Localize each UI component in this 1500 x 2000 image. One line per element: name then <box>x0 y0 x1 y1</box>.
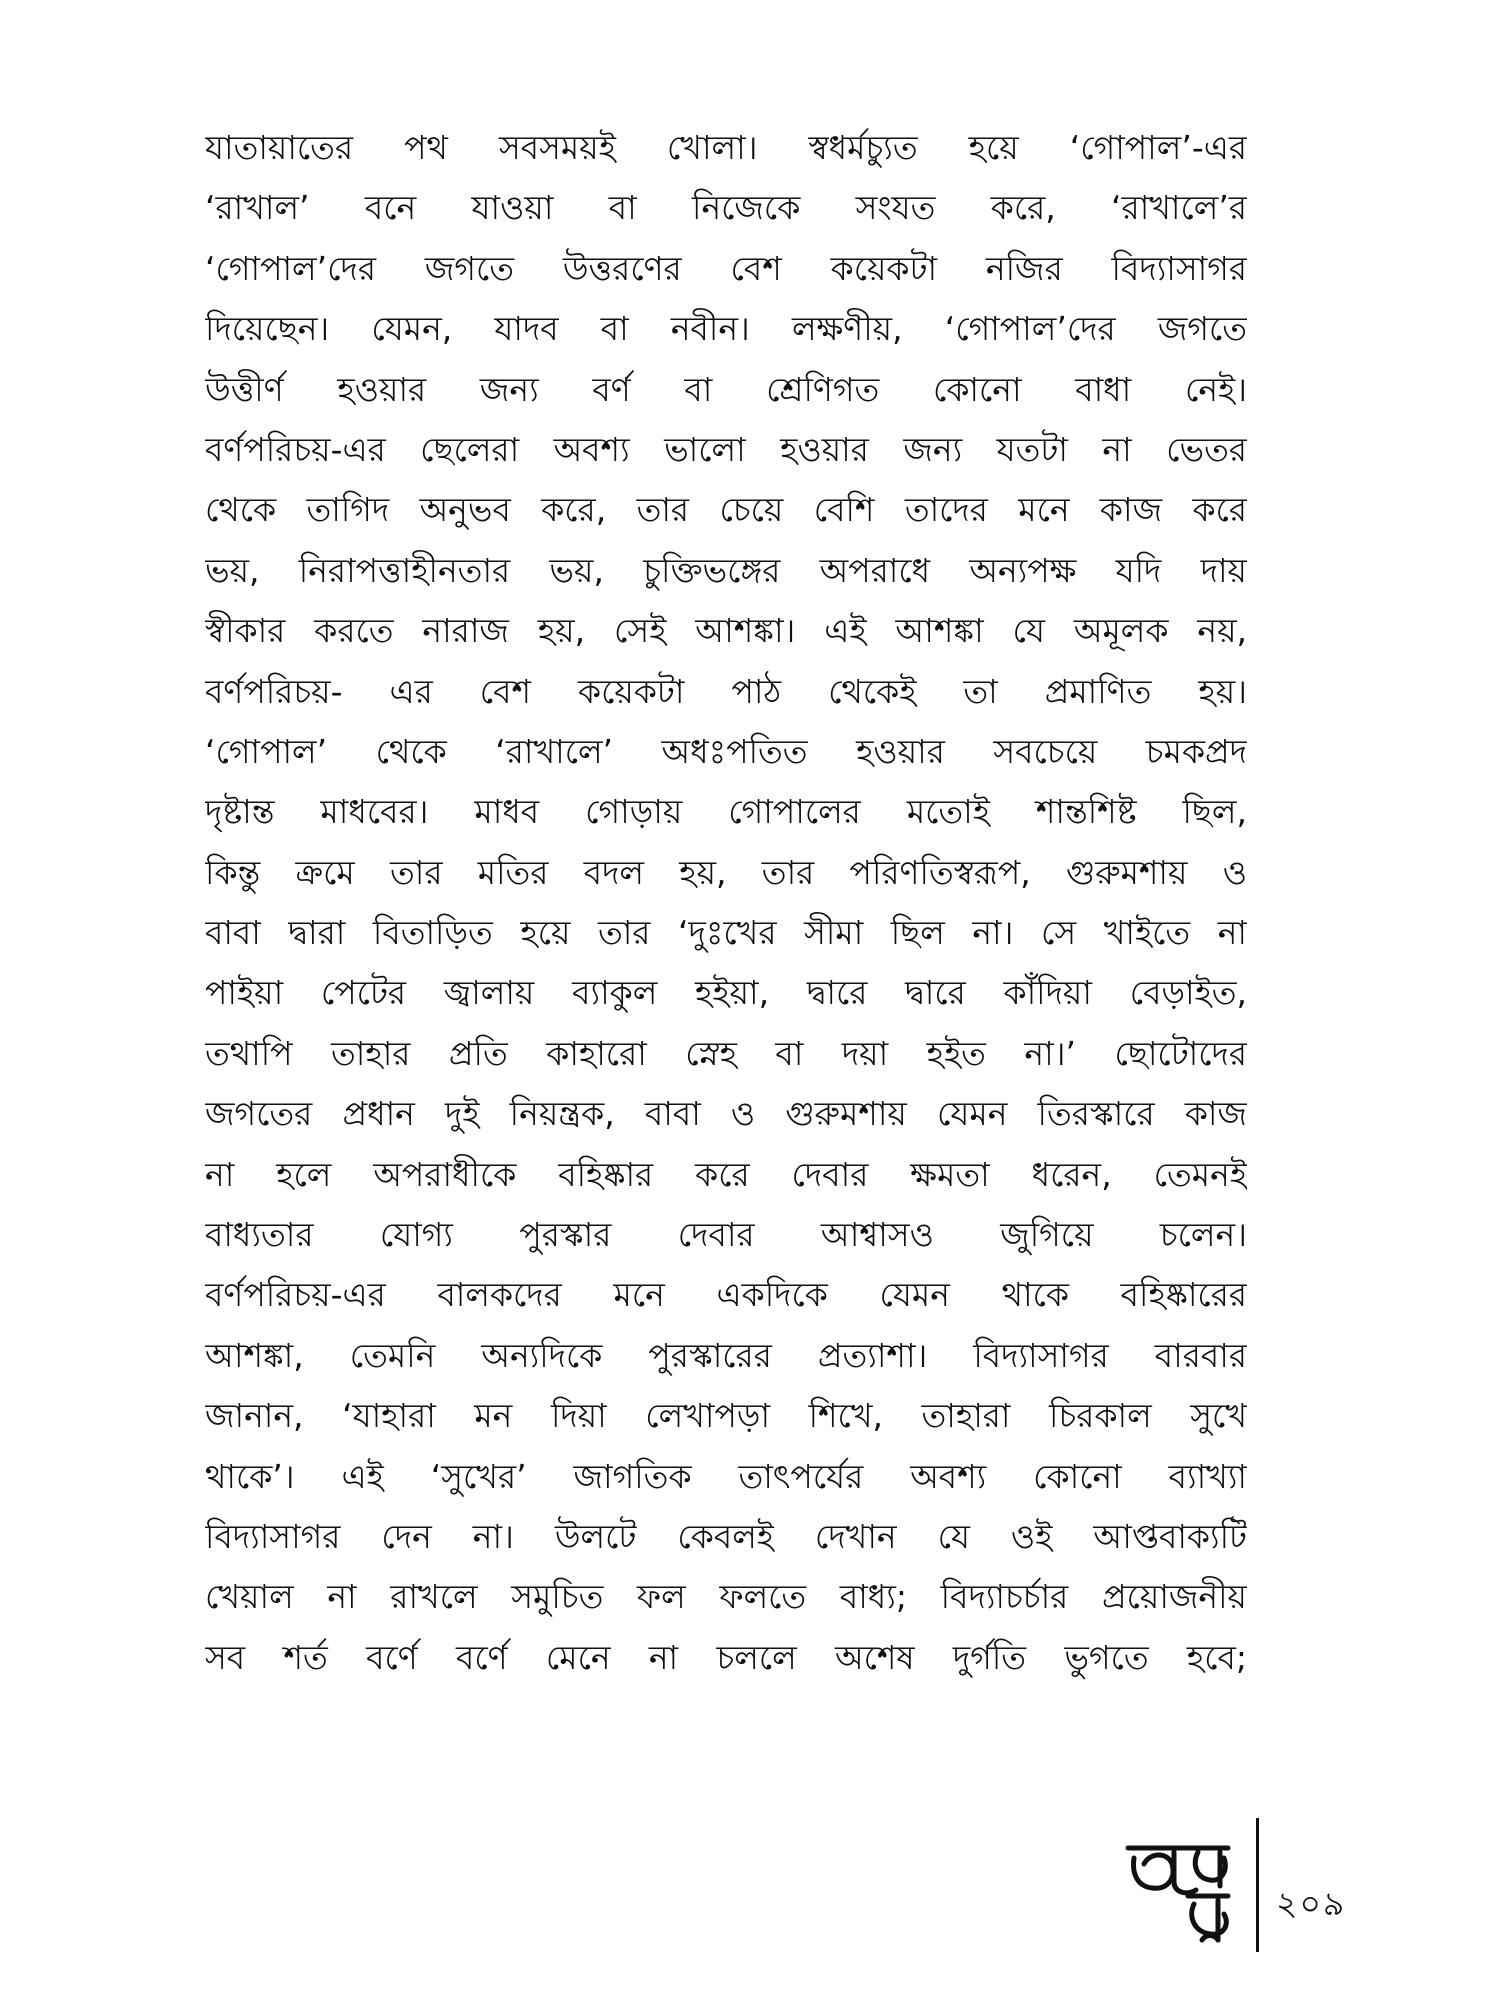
text-line: বাধ্যতার যোগ্য পুরস্কার দেবার আশ্বাসও জুগিয়ে চলেন। <box>205 1215 1247 1255</box>
text-line: যাতায়াতের পথ সবসময়ই খোলা। স্বধর্মচ্যুত হয়ে ‘গোপাল’-এর <box>205 128 1247 167</box>
text-line: দিয়েছেন। যেমন, যাদব বা নবীন। লক্ষণীয়, ‘গোপাল’দের জগতে <box>205 309 1247 349</box>
text-line: উত্তীর্ণ হওয়ার জন্য বর্ণ বা শ্রেণিগত কোনো বাধা নেই। <box>205 369 1247 409</box>
text-line: ‘গোপাল’ থেকে ‘রাখালে’ অধঃপতিত হওয়ার সবচেয়ে চমকপ্রদ <box>205 731 1247 771</box>
text-line: বর্ণপরিচয়-এর বালকদের মনে একদিকে যেমন থাকে বহিষ্কারের <box>205 1275 1247 1315</box>
text-line: থাকে’। এই ‘সুখের’ জাগতিক তাৎপর্যের অবশ্য কোনো ব্যাখ্যা <box>205 1456 1247 1496</box>
text-line: বর্ণপরিচয়- এর বেশ কয়েকটা পাঠ থেকেই তা প্রমাণিত হয়। <box>205 671 1247 711</box>
text-line: জানান, ‘যাহারা মন দিয়া লেখাপড়া শিখে, তাহারা চিরকাল সুখে <box>205 1396 1247 1436</box>
text-line: তথাপি তাহার প্রতি কাহারো স্নেহ বা দয়া হইত না।’ ছোটোদের <box>205 1033 1247 1073</box>
text-line: ‘গোপাল’দের জগতে উত্তরণের বেশ কয়েকটা নজির বিদ্যাসাগর <box>205 248 1247 288</box>
text-line: সব শর্ত বর্ণে বর্ণে মেনে না চললে অশেষ দুর্গতি ভুগতে হবে; <box>205 1637 1247 1677</box>
footer-divider <box>1256 1818 1259 1952</box>
text-line: খেয়াল না রাখলে সমুচিত ফল ফলতে বাধ্য; বিদ্যাচর্চার প্রয়োজনীয় <box>205 1577 1247 1617</box>
text-line: আশঙ্কা, তেমনি অন্যদিকে পুরস্কারের প্রত্যাশা। বিদ্যাসাগর বারবার <box>205 1335 1247 1375</box>
text-line: দৃষ্টান্ত মাধবের। মাধব গোড়ায় গোপালের মতোই শান্তশিষ্ট ছিল, <box>205 792 1247 832</box>
publisher-logo <box>1118 1830 1238 1950</box>
text-line: ‘রাখাল’ বনে যাওয়া বা নিজেকে সংযত করে, ‘রাখালে’র <box>205 188 1247 228</box>
text-line: থেকে তাগিদ অনুভব করে, তার চেয়ে বেশি তাদের মনে কাজ করে <box>205 490 1247 530</box>
text-line: ভয়, নিরাপত্তাহীনতার ভয়, চুক্তিভঙ্গের অপরাধে অন্যপক্ষ যদি দায় <box>205 550 1247 590</box>
text-line: স্বীকার করতে নারাজ হয়, সেই আশঙ্কা। এই আশঙ্কা যে অমূলক নয়, <box>205 611 1247 651</box>
text-line: বিদ্যাসাগর দেন না। উলটে কেবলই দেখান যে ওই আপ্তবাক্যটি <box>205 1516 1247 1556</box>
text-line: কিন্তু ক্রমে তার মতির বদল হয়, তার পরিণতিস্বরূপ, গুরুমশায় ও <box>205 852 1247 892</box>
text-line: বাবা দ্বারা বিতাড়িত হয়ে তার ‘দুঃখের সীমা ছিল না। সে খাইতে না <box>205 913 1247 953</box>
body-text <box>205 118 1247 1688</box>
text-line: না হলে অপরাধীকে বহিষ্কার করে দেবার ক্ষমতা ধরেন, তেমনই <box>205 1154 1247 1194</box>
text-line: বর্ণপরিচয়-এর ছেলেরা অবশ্য ভালো হওয়ার জন্য যতটা না ভেতর <box>205 429 1247 469</box>
page-number: ২০৯ <box>1276 1884 1347 1923</box>
text-line: জগতের প্রধান দুই নিয়ন্ত্রক, বাবা ও গুরুমশায় যেমন তিরস্কারে কাজ <box>205 1094 1247 1134</box>
text-line: পাইয়া পেটের জ্বালায় ব্যাকুল হইয়া, দ্বারে দ্বারে কাঁদিয়া বেড়াইত, <box>205 973 1247 1013</box>
